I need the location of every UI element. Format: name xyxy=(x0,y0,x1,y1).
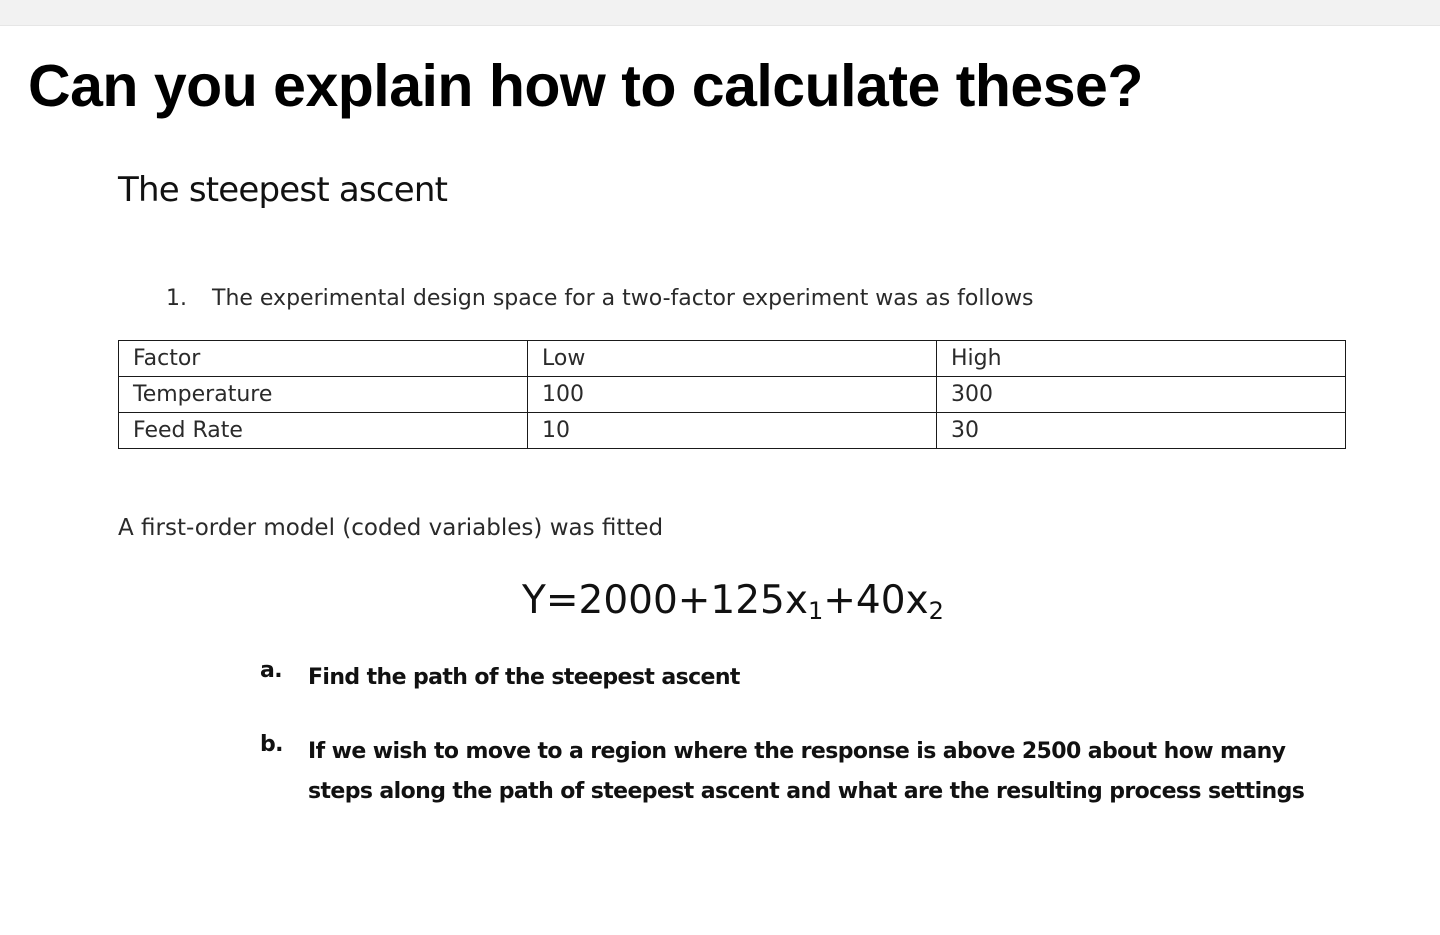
part-text: If we wish to move to a region where the response is above 2500 about how many steps along the path of steepest ascent and what are the resulting process settings xyxy=(308,739,1305,804)
table-cell: Feed Rate xyxy=(119,413,528,449)
part-a xyxy=(260,658,1348,698)
factor-table xyxy=(118,340,1346,449)
table-header-cell: High xyxy=(937,341,1346,377)
equation-lhs: Y=2000+125x xyxy=(522,578,808,623)
part-text: Find the path of the steepest ascent xyxy=(308,665,740,690)
table-cell: 10 xyxy=(528,413,937,449)
table-header-row xyxy=(119,341,1346,377)
table-cell: Temperature xyxy=(119,377,528,413)
numbered-item xyxy=(166,286,1034,311)
table-header-cell: Factor xyxy=(119,341,528,377)
equation-subscript-1: 1 xyxy=(807,597,824,625)
part-b xyxy=(260,732,1348,812)
top-bar xyxy=(0,0,1440,26)
part-letter: a. xyxy=(260,658,283,683)
part-letter: b. xyxy=(260,732,283,757)
table-header-cell: Low xyxy=(528,341,937,377)
table-cell: 30 xyxy=(937,413,1346,449)
table-row xyxy=(119,377,1346,413)
table-cell: 100 xyxy=(528,377,937,413)
equation-subscript-2: 2 xyxy=(928,597,944,625)
item-number: 1. xyxy=(166,286,187,311)
table-cell: 300 xyxy=(937,377,1346,413)
model-equation xyxy=(522,578,944,625)
table-row xyxy=(119,413,1346,449)
question-title: Can you explain how to calculate these? xyxy=(28,53,1143,119)
model-description: A first-order model (coded variables) was fitted xyxy=(118,515,664,541)
equation-mid: +40x xyxy=(823,578,929,623)
document-heading: The steepest ascent xyxy=(118,170,448,210)
item-text: The experimental design space for a two-factor experiment was as follows xyxy=(212,286,1034,311)
